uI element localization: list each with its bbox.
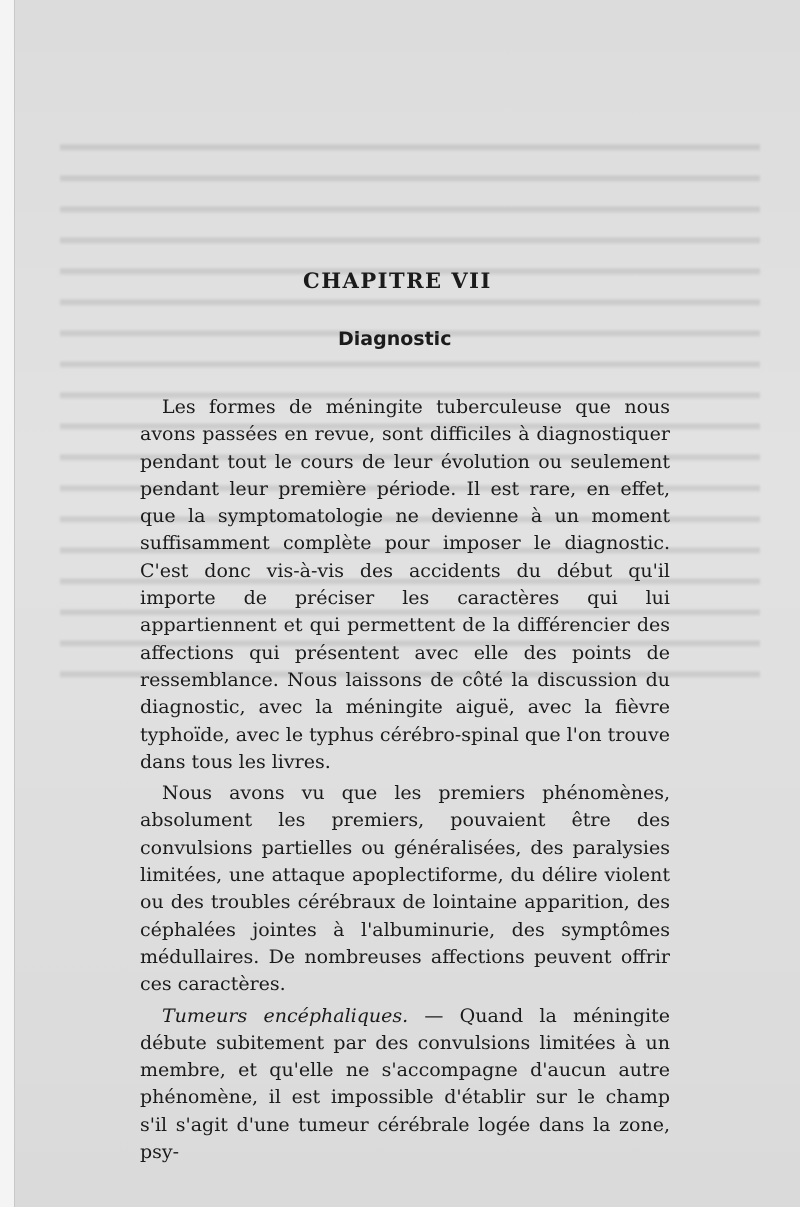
section-title: Diagnostic xyxy=(338,328,452,350)
paragraph-3-dash: — xyxy=(408,1004,460,1027)
paragraph-3 xyxy=(140,1003,670,1167)
body-text xyxy=(140,394,670,1166)
paragraph-3-heading: Tumeurs encéphaliques. xyxy=(162,1004,409,1027)
chapter-title: CHAPITRE VII xyxy=(303,268,492,293)
paragraph-2: Nous avons vu que les premiers phénomènes, absolument les premiers, pouvaient être des convulsions partielles ou généralisées, des paralysies limitées, une attaque apoplectiforme, du délire violent ou des troubles cérébraux de lointaine apparition, des céphalées jointes à l'albuminurie, des symptômes médullaires. De nombreuses affections peuvent offrir ces caractères. xyxy=(140,782,670,996)
page-left-edge xyxy=(0,0,15,1207)
paragraph-1: Les formes de méningite tuberculeuse que nous avons passées en revue, sont difficiles à diagnostiquer pendant tout le cours de leur évolution ou seulement pendant leur première période. Il est rare, en effet, que la symptomatologie ne devienne à un moment suffisamment complète pour imposer le diagnostic. C'est donc vis-à-vis des accidents du début qu'il importe de préciser les caractères qui lui appartiennent et qui permettent de la différencier des affections qui présentent avec elle des points de ressemblance. Nous laissons de côté la discussion du diagnostic, avec la méningite aiguë, avec la fièvre typhoïde, avec le typhus cérébro-spinal que l'on trouve dans tous les livres. xyxy=(140,396,670,773)
paragraph-3-text: Quand la méningite débute subitement par des convulsions limitées à un membre, et qu'elle ne s'accompagne d'aucun autre phénomène, il est impossible d'établir sur le champ s'il s'agit d'une tumeur cérébrale logée dans la zone, psy- xyxy=(140,1004,670,1164)
